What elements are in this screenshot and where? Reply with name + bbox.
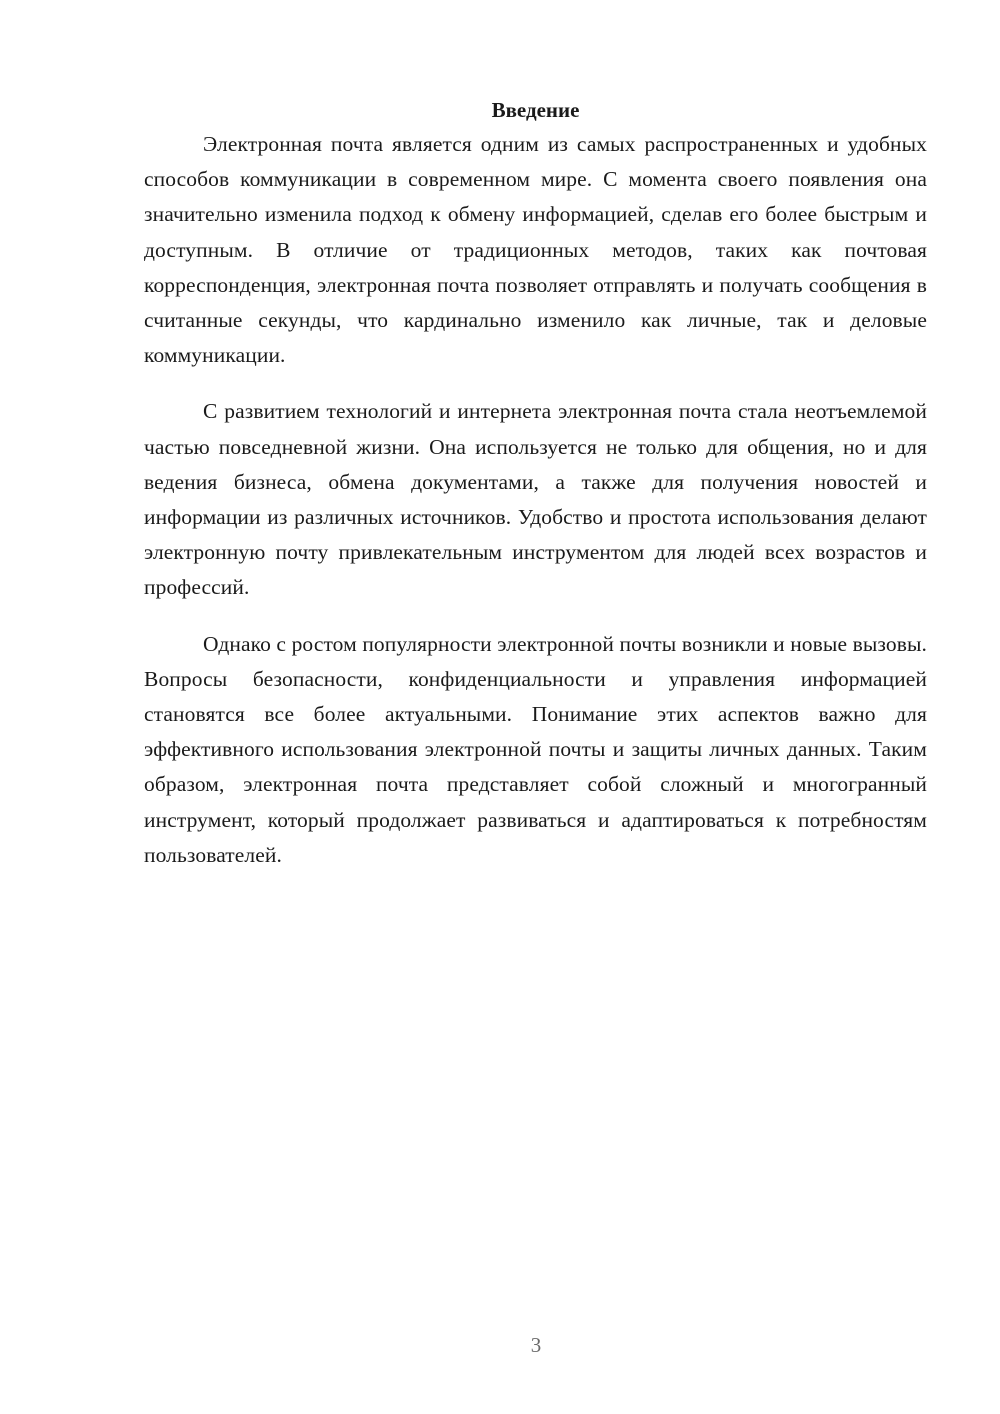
paragraph-2: С развитием технологий и интернета электронная почта стала неотъемлемой частью повседневной жизни. Она используется не только для общения, но и для ведения бизнеса, обмена документами, а также для получения новостей и информации из различных источников. Удобство и простота использования делают электронную почту привлекательным инструментом для людей всех возрастов и профессий. (144, 399, 927, 600)
section-heading: Введение (491, 98, 580, 122)
paragraph-1: Электронная почта является одним из самых распространенных и удобных способов коммуникации в современном мире. С момента своего появления она значительно изменила подход к обмену информацией, сделав его более быстрым и доступным. В отличие от традиционных методов, таких как почтовая корреспонденция, электронная почта позволяет отправлять и получать сообщения в считанные секунды, что кардинально изменило как личные, так и деловые коммуникации. (144, 132, 927, 368)
paragraph-3: Однако с ростом популярности электронной почты возникли и новые вызовы. Вопросы безопасности, конфиденциальности и управления информацией становятся все более актуальными. Понимание этих аспектов важно для эффективного использования электронной почты и защиты личных данных. Таким образом, электронная почта представляет собой сложный и многогранный инструмент, который продолжает развиваться и адаптироваться к потребностям пользователей. (144, 631, 927, 867)
document-body (144, 95, 927, 894)
page-number: 3 (530, 1333, 542, 1357)
